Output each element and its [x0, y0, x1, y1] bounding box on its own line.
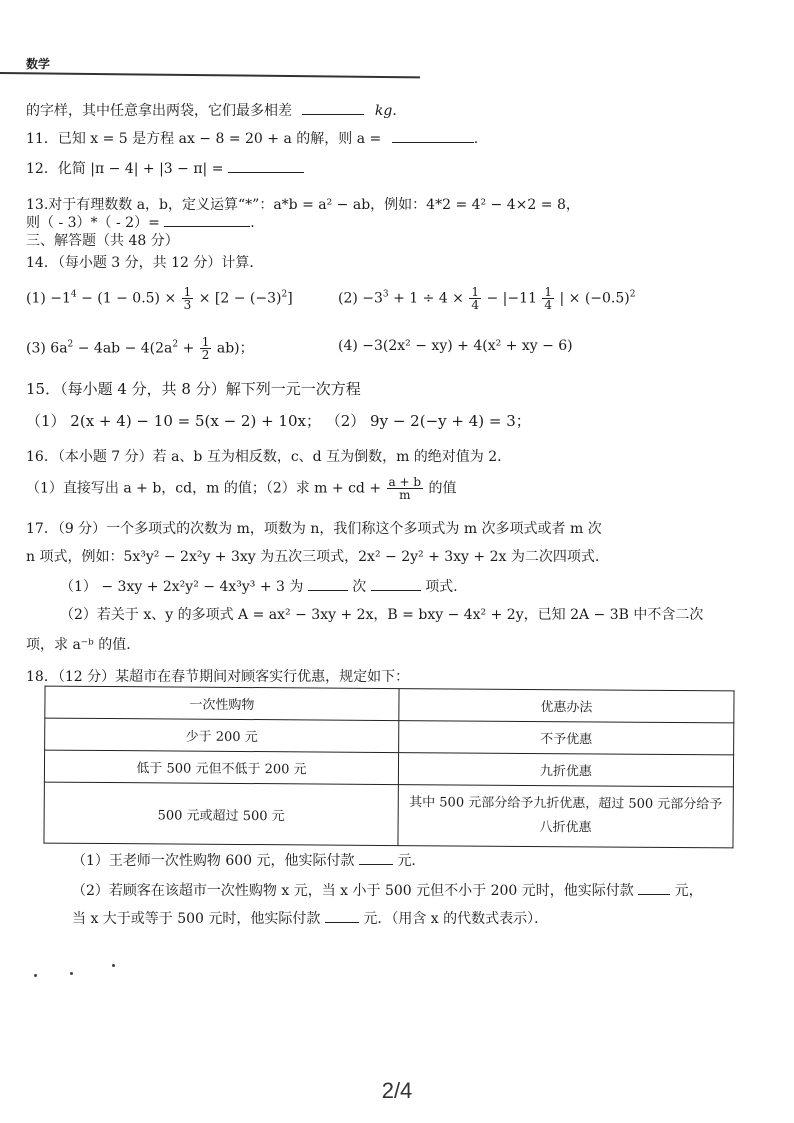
q14-p3: (3) $6a^2 - 4ab - 4(2a^2$ + $\frac{1}{2}$ ab)； — [26, 335, 254, 362]
q14-p1-exp: 4 — [70, 289, 77, 300]
q14-p3-fraction: $\frac{1}{2}$ — [201, 335, 210, 362]
q14-p1-b: − (1 − 0.5) × — [76, 290, 177, 307]
scan-speck — [34, 974, 37, 977]
q14-p1-fraction: $\frac{1}{3}$ — [183, 285, 192, 312]
q12-text: 12．化简 |π − 4| + |3 − π| = — [26, 161, 224, 177]
q13-blank[interactable] — [164, 214, 250, 227]
q14-p2-a: (2) −3 — [338, 290, 383, 307]
q14-p1-c: × [2 − (−3) — [198, 290, 282, 307]
q10-text: 的字样，其中任意拿出两袋，它们最多相差 — [26, 103, 292, 119]
q17-blank-terms[interactable] — [371, 578, 421, 591]
q18-sub2-cont: 当 x 大于或等于 500 元时，他实际付款 元．（用含 x 的代数式表示）． — [72, 911, 549, 927]
table-cell: 其中 500 元部分给予九折优惠，超过 500 元部分给予八折优惠 — [398, 785, 733, 848]
table-cell: 500 元或超过 500 元 — [44, 782, 398, 845]
q11-prefix: 11．已知 — [26, 131, 86, 147]
q10-tail: 的字样，其中任意拿出两袋，它们最多相差 kg． — [26, 103, 407, 119]
table-header: 优惠办法 — [399, 689, 734, 723]
table-cell: 少于 200 元 — [45, 718, 399, 752]
q11: 11．已知 x = 5 是方程 ax − 8 = 20 + a 的解，则 a = . — [26, 131, 479, 147]
q14-p4: (4) −3(2x² − xy) + 4(x² + xy − 6) — [338, 338, 573, 354]
q17-line1: 17．（9 分）一个多项式的次数为 m，项数为 n，我们称这个多项式为 m 次多项式或者 m 次 — [26, 521, 602, 537]
q12 — [26, 158, 304, 178]
table-header: 一次性购物 — [45, 686, 399, 720]
q12-blank[interactable] — [228, 160, 304, 173]
q13-line2: 则（ - 3）*（ - 2）= . — [26, 215, 255, 231]
q14-p1-a: (1) −1 — [26, 290, 71, 307]
q14-title: 14．（每小题 3 分，共 12 分）计算． — [26, 255, 264, 271]
q13-line1: 13.对于有理数数 a，b，定义运算“*”：a*b = a² − ab，例如：4*2 = 4² − 4×2 = 8， — [26, 197, 580, 213]
header-rule — [0, 72, 420, 78]
q16-parts: （1）直接写出 a + b，cd，m 的值；（2）求 m + cd + $\frac{a + b}{m}$ 的值 — [26, 475, 457, 502]
table-header-row — [45, 686, 734, 723]
page-number: 2/4 — [381, 1078, 413, 1103]
table-cell: 低于 500 元但不低于 200 元 — [44, 750, 398, 784]
q17-blank-degree[interactable] — [308, 578, 348, 591]
q17-line2: n 项式，例如：5x³y² − 2x²y + 3xy 为五次三项式，2x² − 2y² + 3xy + 2x 为二次四项式. — [26, 549, 600, 565]
q18-sub2: （2）若顾客在该超市一次性购物 x 元，当 x 小于 500 元但不小于 200 元时，他实际付款 元， — [72, 883, 703, 899]
q16-title: 16．（本小题 7 分）若 a、b 互为相反数，c、d 互为倒数，m 的绝对值为 2. — [26, 449, 502, 465]
q13-line2-text: 则（ - 3）*（ - 2）= — [26, 215, 160, 231]
table-row — [44, 750, 733, 787]
table-cell: 不予优惠 — [399, 721, 734, 755]
q16-fraction: $\frac{a + b}{m}$ — [388, 475, 422, 502]
q18-blank-1[interactable] — [359, 852, 393, 865]
q18-blank-3[interactable] — [325, 910, 359, 923]
q18-title: 18．（12 分）某超市在春节期间对顾客实行优惠，规定如下： — [26, 669, 410, 685]
q14-p2: $(2) -3^3 + 1 \div 4$ × $\frac{1}{4}$ − |−11 $\frac{1}{4}$ | × $(-0.5)^2$ — [338, 285, 636, 312]
q10-blank[interactable] — [302, 102, 364, 115]
discount-table — [43, 686, 734, 849]
q17-line3: （1） − 3xy + 2x²y² − 4x³y³ + 3 为 次 项式. — [60, 579, 458, 595]
q18-blank-2[interactable] — [638, 882, 670, 895]
section3-title: 三、解答题（共 48 分） — [26, 233, 179, 249]
q17-line5: 项，求 a⁻ᵇ 的值. — [26, 637, 131, 653]
subject-header: 数学 — [26, 57, 51, 71]
q10-unit: kg — [374, 103, 393, 119]
q14-p2-fraction: $\frac{1}{4}$ — [471, 285, 480, 312]
q14-p1: $(1) -1^4 - (1 - 0.5)$ × $\frac{1}{3}$ × $[2 - (-3)^2]$ — [26, 285, 293, 312]
q15-equations: （1） 2(x + 4) − 10 = 5(x − 2) + 10x； （2） 9y − 2(−y + 4) = 3； — [26, 412, 531, 430]
scan-speck — [112, 964, 115, 967]
table-cell: 九折优惠 — [398, 753, 733, 787]
q14-p2-mixed-fraction: $\frac{1}{4}$ — [544, 285, 553, 312]
table-row — [45, 718, 734, 755]
scan-speck — [70, 972, 73, 975]
table-row — [44, 782, 733, 848]
q11-blank[interactable] — [392, 130, 474, 143]
q17-line4: （2）若关于 x、y 的多项式 A = ax² − 3xy + 2x，B = bxy − 4x² + 2y，已知 2A − 3B 中不含二次 — [60, 607, 704, 623]
q15-title: 15．（每小题 4 分，共 8 分）解下列一元一次方程 — [26, 380, 361, 398]
q11-cond: x = 5 是方程 ax − 8 = 20 + a 的解，则 a = — [90, 131, 382, 147]
q18-sub1: （1）王老师一次性购物 600 元，他实际付款 元. — [72, 853, 416, 869]
